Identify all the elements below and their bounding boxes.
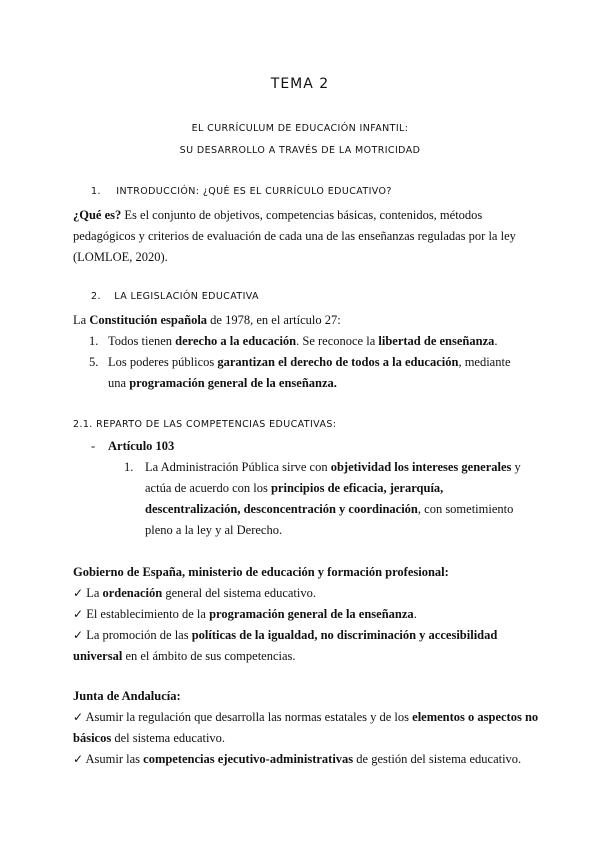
text-fragment: actúa de acuerdo con los: [145, 481, 271, 495]
check-icon: ✓: [73, 710, 84, 724]
text-bold: Junta de Andalucía:: [73, 689, 181, 703]
text-fragment: . Se reconoce la: [296, 334, 379, 348]
text-bold: Constitución española: [89, 313, 208, 327]
list-item-1-number: 1.: [89, 334, 99, 348]
text-fragment: La: [73, 313, 90, 327]
text-fragment: una: [108, 376, 130, 390]
text-fragment: La promoción de las: [83, 628, 192, 642]
gobierno-item-1: [73, 583, 316, 604]
text-bold: básicos: [73, 731, 112, 745]
text-bold: descentralización, desconcentración y coordinación: [145, 502, 418, 516]
text-bold: principios de eficacia, jerarquía,: [270, 481, 444, 495]
gobierno-heading: [73, 562, 449, 583]
junta-item-2: [73, 749, 521, 770]
subtitle-line-1: EL CURRÍCULUM DE EDUCACIÓN INFANTIL:: [191, 123, 409, 134]
section-1-line-1: [73, 205, 482, 226]
gobierno-item-3-cont: [73, 646, 296, 667]
text-bold: universal: [73, 649, 123, 663]
gobierno-item-2: [73, 604, 417, 625]
page-title: TEMA 2: [270, 76, 330, 92]
list-item-5-number: 5.: [89, 355, 99, 369]
text-bold: derecho a la educación: [175, 334, 297, 348]
text-fragment: general del sistema educativo.: [162, 586, 316, 600]
text-fragment: , mediante: [458, 355, 511, 369]
text-fragment: en el ámbito de sus competencias.: [122, 649, 296, 663]
definition-text: Es el conjunto de objetivos, competencias básicas, contenidos, métodos: [121, 208, 483, 222]
text-bold: competencias ejecutivo-administrativas: [143, 752, 354, 766]
junta-item-1-cont: [73, 728, 225, 749]
text-fragment: .: [494, 334, 498, 348]
text-fragment: El establecimiento de la: [83, 607, 210, 621]
dash-bullet: -: [91, 439, 96, 453]
question-label: ¿Qué es?: [73, 208, 122, 222]
section-1-number: 1.: [91, 186, 101, 197]
text-bold: programación general de la enseñanza.: [129, 376, 337, 390]
text-bold: libertad de enseñanza: [378, 334, 495, 348]
section-2-heading: [91, 291, 259, 302]
article-103-label: [108, 436, 174, 457]
text-fragment: de gestión del sistema educativo.: [353, 752, 522, 766]
text-fragment: La Administración Pública sirve con: [145, 460, 331, 474]
check-icon: ✓: [73, 607, 84, 621]
section-2-number: 2.: [91, 291, 101, 302]
check-icon: ✓: [73, 628, 84, 642]
text-fragment: Asumir la regulación que desarrolla las normas estatales y de los: [83, 710, 413, 724]
text-bold: políticas de la igualdad, no discriminación y accesibilidad: [191, 628, 498, 642]
text-fragment: Los poderes públicos: [108, 355, 218, 369]
list-item-5: [108, 352, 511, 373]
article-line-2: [145, 478, 443, 499]
gobierno-item-3: [73, 625, 497, 646]
list-item-1: [108, 331, 498, 352]
text-fragment: del sistema educativo.: [111, 731, 226, 745]
text-bold: programación general de la enseñanza: [209, 607, 414, 621]
article-line-4: pleno a la ley y al Derecho.: [145, 523, 283, 537]
text-fragment: y: [511, 460, 521, 474]
article-line-1: [145, 457, 521, 478]
junta-heading: [73, 686, 181, 707]
text-bold: garantizan el derecho de todos a la educación: [217, 355, 459, 369]
section-1-line-2: pedagógicos y criterios de evaluación de cada una de las enseñanzas reguladas por la ley: [73, 229, 516, 243]
text-fragment: , con sometimiento: [417, 502, 514, 516]
check-icon: ✓: [73, 752, 84, 766]
text-fragment: La: [83, 586, 103, 600]
text-fragment: Asumir las: [83, 752, 144, 766]
constitution-intro: [73, 310, 341, 331]
section-1-line-3: (LOMLOE, 2020).: [73, 250, 168, 264]
text-bold: Artículo 103: [108, 439, 175, 453]
text-bold: ordenación: [102, 586, 163, 600]
text-fragment: de 1978, en el artículo 27:: [207, 313, 341, 327]
check-icon: ✓: [73, 586, 84, 600]
text-bold: elementos o aspectos no: [412, 710, 539, 724]
text-fragment: Todos tienen: [108, 334, 176, 348]
section-1-heading: [91, 186, 392, 197]
article-line-3: [145, 499, 513, 520]
subtitle-line-2: SU DESARROLLO A TRAVÉS DE LA MOTRICIDAD: [179, 145, 421, 156]
list-item-5-cont: [108, 373, 337, 394]
text-bold: Gobierno de España, ministerio de educación y formación profesional:: [73, 565, 449, 579]
text-bold: objetividad los intereses generales: [330, 460, 512, 474]
text-fragment: .: [413, 607, 417, 621]
section-2-1-heading: 2.1. REPARTO DE LAS COMPETENCIAS EDUCATIVAS:: [73, 419, 337, 430]
section-2-title: LA LEGISLACIÓN EDUCATIVA: [114, 291, 259, 302]
junta-item-1: [73, 707, 538, 728]
article-item-number: 1.: [124, 460, 134, 474]
section-1-title: INTRODUCCIÓN: ¿QUÉ ES EL CURRÍCULO EDUCATIVO?: [116, 186, 392, 197]
